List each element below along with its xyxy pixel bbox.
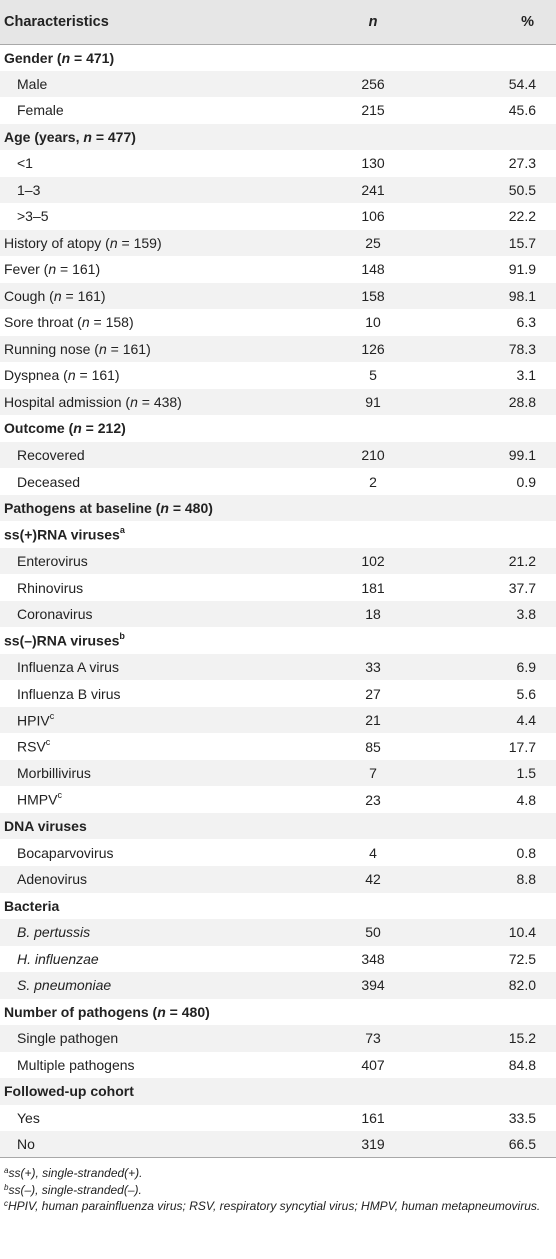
row-label bbox=[0, 707, 300, 734]
row-label bbox=[0, 813, 300, 840]
label-text: Bacteria bbox=[4, 897, 60, 914]
row-label bbox=[0, 71, 300, 98]
count-cell: 215 bbox=[361, 102, 385, 119]
label-text: n bbox=[98, 340, 107, 357]
row-label bbox=[0, 362, 300, 389]
row-label bbox=[0, 150, 300, 177]
row-label bbox=[0, 654, 300, 681]
count-cell: 181 bbox=[361, 579, 385, 596]
table-row bbox=[0, 203, 556, 230]
section-header-row bbox=[0, 495, 556, 522]
table-row bbox=[0, 442, 556, 469]
percent-cell: 50.5 bbox=[508, 181, 536, 198]
percent-cell: 78.3 bbox=[508, 340, 536, 357]
label-text: Multiple pathogens bbox=[17, 1056, 135, 1073]
header-percent: % bbox=[428, 0, 556, 44]
count-cell: 91 bbox=[365, 393, 381, 410]
label-text: Hospital admission ( bbox=[4, 393, 131, 410]
table-row bbox=[0, 919, 556, 946]
row-label bbox=[0, 256, 300, 283]
count-cell bbox=[300, 495, 428, 522]
percent-cell: 4.4 bbox=[516, 712, 536, 729]
footnote-mark: c bbox=[4, 1199, 8, 1209]
label-text: ss(–)RNA viruses bbox=[4, 632, 120, 649]
table-header bbox=[0, 0, 556, 44]
header-n: n bbox=[300, 0, 428, 44]
label-text: Morbillivirus bbox=[17, 765, 91, 782]
table-body bbox=[0, 44, 556, 1158]
label-text: = 161) bbox=[106, 340, 151, 357]
label-text: Single pathogen bbox=[17, 1030, 119, 1047]
count-cell bbox=[300, 521, 428, 548]
row-label bbox=[0, 468, 300, 495]
row-label bbox=[0, 1078, 300, 1105]
footnote-marker: c bbox=[49, 710, 55, 721]
percent-cell: 17.7 bbox=[508, 738, 536, 755]
table-row bbox=[0, 1025, 556, 1052]
row-label bbox=[0, 733, 300, 760]
row-label bbox=[0, 521, 300, 548]
label-text: History of atopy ( bbox=[4, 234, 110, 251]
count-cell: 407 bbox=[361, 1056, 385, 1073]
label-text: Outcome ( bbox=[4, 420, 74, 437]
count-cell bbox=[300, 813, 428, 840]
percent-cell: 3.8 bbox=[516, 606, 536, 623]
label-text: n bbox=[73, 420, 82, 437]
table-row bbox=[0, 866, 556, 893]
label-text: HPIV bbox=[17, 712, 50, 729]
percent-cell: 21.2 bbox=[508, 553, 536, 570]
count-cell: 319 bbox=[300, 1131, 428, 1158]
table-row bbox=[0, 654, 556, 681]
row-label bbox=[0, 1025, 300, 1052]
count-cell: 18 bbox=[365, 606, 381, 623]
count-cell: 50 bbox=[365, 924, 381, 941]
row-label bbox=[0, 97, 300, 124]
count-cell: 241 bbox=[361, 181, 385, 198]
percent-cell: 1.5 bbox=[516, 765, 536, 782]
row-label bbox=[0, 44, 300, 71]
label-text: 1–3 bbox=[17, 181, 41, 198]
percent-cell bbox=[428, 521, 556, 548]
label-text: = 480) bbox=[165, 1003, 210, 1020]
percent-cell: 22.2 bbox=[508, 208, 536, 225]
percent-cell bbox=[428, 999, 556, 1026]
label-text: n bbox=[109, 234, 118, 251]
label-text: = 159) bbox=[117, 234, 162, 251]
row-label bbox=[0, 1131, 300, 1158]
row-label bbox=[0, 495, 300, 522]
count-cell: 148 bbox=[361, 261, 385, 278]
label-text: = 161) bbox=[75, 367, 120, 384]
label-text: Enterovirus bbox=[17, 553, 88, 570]
footnote bbox=[4, 1198, 552, 1215]
count-cell: 161 bbox=[361, 1109, 385, 1126]
row-label bbox=[0, 601, 300, 628]
row-label bbox=[0, 946, 300, 973]
count-cell: 73 bbox=[365, 1030, 381, 1047]
table-row bbox=[0, 1131, 556, 1158]
footnote-text: HPIV, human parainfluenza virus; RSV, respiratory syncytial virus; HMPV, human metapneumovirus. bbox=[8, 1199, 541, 1214]
table-row bbox=[0, 150, 556, 177]
count-cell: 4 bbox=[369, 844, 377, 861]
footnote-mark: b bbox=[4, 1182, 9, 1192]
label-text: n bbox=[53, 287, 62, 304]
count-cell bbox=[300, 1078, 428, 1105]
footnote-marker: b bbox=[119, 631, 125, 642]
table-row bbox=[0, 177, 556, 204]
label-text: No bbox=[17, 1136, 35, 1153]
count-cell: 394 bbox=[361, 977, 385, 994]
percent-cell: 6.9 bbox=[516, 659, 536, 676]
percent-cell: 10.4 bbox=[508, 924, 536, 941]
label-text: = 161) bbox=[56, 261, 101, 278]
footnote-marker: a bbox=[119, 525, 125, 536]
label-text: H. influenzae bbox=[17, 950, 99, 967]
label-text: B. pertussis bbox=[17, 924, 91, 941]
label-text: >3–5 bbox=[17, 208, 49, 225]
label-text: = 438) bbox=[137, 393, 182, 410]
percent-cell: 54.4 bbox=[508, 75, 536, 92]
count-cell: 7 bbox=[369, 765, 377, 782]
percent-cell: 91.9 bbox=[508, 261, 536, 278]
table-row bbox=[0, 389, 556, 416]
label-text: Rhinovirus bbox=[17, 579, 84, 596]
footnote-text: ss(+), single-stranded(+). bbox=[8, 1166, 143, 1181]
percent-cell bbox=[428, 495, 556, 522]
percent-cell: 99.1 bbox=[508, 446, 536, 463]
row-label bbox=[0, 760, 300, 787]
label-text: Male bbox=[17, 75, 48, 92]
label-text: <1 bbox=[17, 155, 33, 172]
percent-cell: 33.5 bbox=[508, 1109, 536, 1126]
label-text: ss(+)RNA viruses bbox=[4, 526, 120, 543]
table-row bbox=[0, 786, 556, 813]
section-header-row bbox=[0, 999, 556, 1026]
label-text: Followed-up cohort bbox=[4, 1083, 134, 1100]
percent-cell: 4.8 bbox=[516, 791, 536, 808]
label-text: n bbox=[160, 500, 169, 517]
row-label bbox=[0, 893, 300, 920]
label-text: DNA viruses bbox=[4, 818, 87, 835]
label-text: Influenza A virus bbox=[17, 659, 119, 676]
count-cell: 158 bbox=[361, 287, 385, 304]
count-cell: 256 bbox=[361, 75, 385, 92]
table-row bbox=[0, 468, 556, 495]
row-label bbox=[0, 389, 300, 416]
percent-cell: 5.6 bbox=[516, 685, 536, 702]
header-characteristics: Characteristics bbox=[0, 0, 300, 44]
table-row bbox=[0, 97, 556, 124]
percent-cell bbox=[428, 627, 556, 654]
count-cell: 210 bbox=[361, 446, 385, 463]
count-cell: 130 bbox=[361, 155, 385, 172]
table-row bbox=[0, 601, 556, 628]
label-text: Running nose ( bbox=[4, 340, 99, 357]
section-header-row bbox=[0, 893, 556, 920]
percent-cell: 37.7 bbox=[508, 579, 536, 596]
label-text: HMPV bbox=[17, 792, 58, 809]
label-text: Yes bbox=[17, 1109, 40, 1126]
percent-cell bbox=[428, 1078, 556, 1105]
row-label bbox=[0, 1105, 300, 1132]
table-footnotes bbox=[0, 1158, 556, 1215]
label-text: = 471) bbox=[70, 49, 115, 66]
count-cell: 21 bbox=[365, 712, 381, 729]
percent-cell: 15.7 bbox=[508, 234, 536, 251]
percent-cell: 66.5 bbox=[428, 1131, 556, 1158]
table-row bbox=[0, 946, 556, 973]
section-header-row bbox=[0, 415, 556, 442]
row-label bbox=[0, 919, 300, 946]
row-label bbox=[0, 203, 300, 230]
section-header-row bbox=[0, 124, 556, 151]
percent-cell: 84.8 bbox=[508, 1056, 536, 1073]
count-cell: 10 bbox=[365, 314, 381, 331]
count-cell: 33 bbox=[365, 659, 381, 676]
label-text: RSV bbox=[17, 738, 46, 755]
row-label bbox=[0, 627, 300, 654]
percent-cell: 28.8 bbox=[508, 393, 536, 410]
section-header-row bbox=[0, 521, 556, 548]
count-cell: 102 bbox=[361, 553, 385, 570]
row-label bbox=[0, 230, 300, 257]
count-cell: 2 bbox=[369, 473, 377, 490]
label-text: Deceased bbox=[17, 473, 81, 490]
count-cell bbox=[300, 893, 428, 920]
table-row bbox=[0, 230, 556, 257]
row-label bbox=[0, 177, 300, 204]
row-label bbox=[0, 972, 300, 999]
percent-cell: 8.8 bbox=[516, 871, 536, 888]
label-text: Recovered bbox=[17, 446, 85, 463]
table-row bbox=[0, 283, 556, 310]
label-text: Dyspnea ( bbox=[4, 367, 68, 384]
label-text: Sore throat ( bbox=[4, 314, 82, 331]
table-row bbox=[0, 760, 556, 787]
footnote bbox=[4, 1182, 552, 1199]
label-text: Adenovirus bbox=[17, 871, 88, 888]
row-label bbox=[0, 680, 300, 707]
table-row bbox=[0, 972, 556, 999]
percent-cell: 6.3 bbox=[516, 314, 536, 331]
count-cell: 25 bbox=[365, 234, 381, 251]
label-text: = 212) bbox=[81, 420, 126, 437]
row-label bbox=[0, 999, 300, 1026]
footnote-marker: c bbox=[45, 737, 51, 748]
section-header-row bbox=[0, 44, 556, 71]
percent-cell bbox=[428, 415, 556, 442]
row-label bbox=[0, 786, 300, 813]
percent-cell bbox=[428, 893, 556, 920]
table-row bbox=[0, 1105, 556, 1132]
count-cell bbox=[300, 627, 428, 654]
count-cell: 5 bbox=[369, 367, 377, 384]
label-text: Age (years, bbox=[4, 128, 84, 145]
table-row bbox=[0, 336, 556, 363]
label-text: n bbox=[81, 314, 90, 331]
label-text: = 480) bbox=[168, 500, 213, 517]
percent-cell: 45.6 bbox=[508, 102, 536, 119]
count-cell: 348 bbox=[361, 950, 385, 967]
table-row bbox=[0, 71, 556, 98]
percent-cell: 0.9 bbox=[516, 473, 536, 490]
label-text: Gender ( bbox=[4, 49, 62, 66]
label-text: = 158) bbox=[89, 314, 134, 331]
table-row bbox=[0, 256, 556, 283]
count-cell: 106 bbox=[361, 208, 385, 225]
percent-cell: 72.5 bbox=[508, 950, 536, 967]
row-label bbox=[0, 283, 300, 310]
label-text: = 477) bbox=[91, 128, 136, 145]
section-header-row bbox=[0, 1078, 556, 1105]
count-cell bbox=[300, 124, 428, 151]
label-text: Pathogens at baseline ( bbox=[4, 500, 161, 517]
percent-cell bbox=[428, 44, 556, 71]
header-row bbox=[0, 0, 556, 44]
table-row bbox=[0, 839, 556, 866]
row-label bbox=[0, 336, 300, 363]
section-header-row bbox=[0, 627, 556, 654]
row-label bbox=[0, 442, 300, 469]
count-cell bbox=[300, 999, 428, 1026]
row-label bbox=[0, 839, 300, 866]
row-label bbox=[0, 574, 300, 601]
table-row bbox=[0, 548, 556, 575]
label-text: = 161) bbox=[61, 287, 106, 304]
count-cell: 126 bbox=[361, 340, 385, 357]
table-row bbox=[0, 680, 556, 707]
label-text: Coronavirus bbox=[17, 606, 93, 623]
label-text: n bbox=[157, 1003, 166, 1020]
count-cell: 27 bbox=[365, 685, 381, 702]
row-label bbox=[0, 124, 300, 151]
row-label bbox=[0, 866, 300, 893]
row-label bbox=[0, 309, 300, 336]
table-row bbox=[0, 574, 556, 601]
footnote-mark: a bbox=[4, 1166, 9, 1176]
label-text: n bbox=[67, 367, 76, 384]
table-row bbox=[0, 362, 556, 389]
percent-cell: 98.1 bbox=[508, 287, 536, 304]
percent-cell bbox=[428, 813, 556, 840]
percent-cell: 82.0 bbox=[508, 977, 536, 994]
percent-cell: 27.3 bbox=[508, 155, 536, 172]
label-text: n bbox=[83, 128, 92, 145]
label-text: n bbox=[48, 261, 57, 278]
percent-cell bbox=[428, 124, 556, 151]
count-cell: 42 bbox=[365, 871, 381, 888]
table-row bbox=[0, 309, 556, 336]
table-row bbox=[0, 733, 556, 760]
label-text: Influenza B virus bbox=[17, 685, 121, 702]
label-text: n bbox=[61, 49, 71, 66]
count-cell: 85 bbox=[365, 738, 381, 755]
label-text: Fever ( bbox=[4, 261, 49, 278]
count-cell bbox=[300, 415, 428, 442]
section-header-row bbox=[0, 813, 556, 840]
row-label bbox=[0, 1052, 300, 1079]
row-label bbox=[0, 415, 300, 442]
footnote-text: ss(–), single-stranded(–). bbox=[8, 1182, 142, 1197]
table-row bbox=[0, 1052, 556, 1079]
count-cell bbox=[300, 44, 428, 71]
label-text: Bocaparvovirus bbox=[17, 844, 114, 861]
table-row bbox=[0, 707, 556, 734]
label-text: Female bbox=[17, 102, 64, 119]
percent-cell: 3.1 bbox=[516, 367, 536, 384]
label-text: Cough ( bbox=[4, 287, 54, 304]
row-label bbox=[0, 548, 300, 575]
footnote bbox=[4, 1165, 552, 1182]
label-text: Number of pathogens ( bbox=[4, 1003, 158, 1020]
label-text: n bbox=[130, 393, 138, 410]
count-cell: 23 bbox=[365, 791, 381, 808]
footnote-marker: c bbox=[57, 790, 62, 801]
label-text: S. pneumoniae bbox=[17, 977, 112, 994]
percent-cell: 15.2 bbox=[508, 1030, 536, 1047]
percent-cell: 0.8 bbox=[516, 844, 536, 861]
